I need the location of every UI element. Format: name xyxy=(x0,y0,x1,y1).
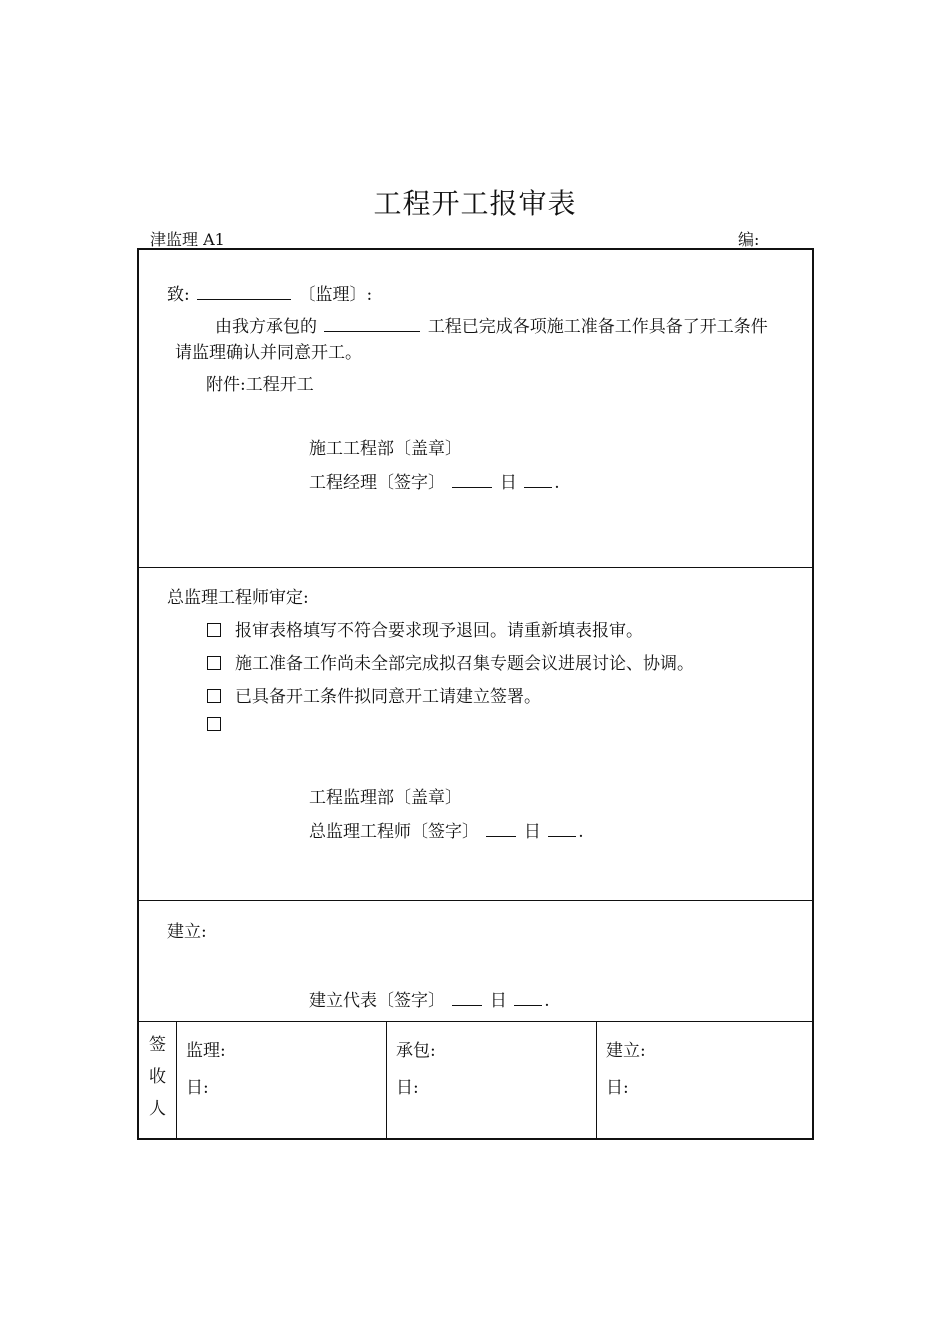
manager-day-label: 日 xyxy=(499,473,517,493)
chief-date-blank[interactable] xyxy=(548,818,576,837)
manager-period: . xyxy=(554,473,560,493)
supervisor-name-blank[interactable] xyxy=(197,281,291,300)
signer-supervisor-date: 日: xyxy=(186,1078,209,1098)
signer-label-char-1: 签 xyxy=(149,1035,166,1055)
client-date-blank[interactable] xyxy=(514,987,542,1006)
review-option-2[interactable] xyxy=(207,649,694,674)
supervision-stamp: 工程监理部〔盖章〕 xyxy=(309,788,462,808)
body-prefix: 由我方承包的 xyxy=(215,317,317,337)
review-option-3-label: 已具备开工条件拟同意开工请建立签署。 xyxy=(235,687,541,707)
approval-form xyxy=(137,248,814,1140)
client-sign-label: 建立代表〔签字〕 xyxy=(309,991,445,1011)
signer-label-char-2: 收 xyxy=(149,1067,166,1087)
body-line-2: 请监理确认并同意开工。 xyxy=(175,343,362,363)
chief-review-heading: 总监理工程师审定: xyxy=(167,588,309,608)
checkbox-icon[interactable] xyxy=(207,717,221,731)
signer-supervisor-label: 监理: xyxy=(186,1041,226,1061)
to-prefix: 致: xyxy=(167,285,190,305)
body-suffix: 工程已完成各项施工准备工作具备了开工条件 xyxy=(427,317,768,337)
client-heading: 建立: xyxy=(167,922,207,942)
signer-client-label: 建立: xyxy=(606,1041,646,1061)
manager-sign-line xyxy=(309,468,560,493)
form-code: 津监理 A1 xyxy=(150,230,225,249)
manager-sign-label: 工程经理〔签字〕 xyxy=(309,473,445,493)
signer-label-char-3: 人 xyxy=(149,1099,166,1119)
checkbox-icon[interactable] xyxy=(207,656,221,670)
manager-date-blank[interactable] xyxy=(524,469,552,488)
review-option-3[interactable] xyxy=(207,682,541,707)
signer-contractor-date: 日: xyxy=(396,1078,419,1098)
attachment-line: 附件:工程开工 xyxy=(206,375,314,395)
addressee-line xyxy=(167,280,372,305)
chief-sign-blank[interactable] xyxy=(486,818,516,837)
column-divider-1 xyxy=(176,1021,177,1138)
column-divider-3 xyxy=(596,1021,597,1138)
form-number-label: 编: xyxy=(738,230,760,249)
section-divider-1 xyxy=(139,567,812,568)
construction-stamp: 施工工程部〔盖章〕 xyxy=(309,439,462,459)
chief-day-label: 日 xyxy=(523,822,541,842)
review-option-1-label: 报审表格填写不符合要求现予退回。请重新填表报审。 xyxy=(235,621,643,641)
signer-client-date: 日: xyxy=(606,1078,629,1098)
chief-sign-label: 总监理工程师〔签字〕 xyxy=(309,822,479,842)
review-option-4[interactable] xyxy=(207,715,235,735)
manager-sign-blank[interactable] xyxy=(452,469,492,488)
client-day-label: 日 xyxy=(489,991,507,1011)
body-line-1 xyxy=(215,312,768,337)
checkbox-icon[interactable] xyxy=(207,689,221,703)
section-divider-3 xyxy=(139,1021,812,1022)
client-period: . xyxy=(544,991,550,1011)
review-option-2-label: 施工准备工作尚未全部完成拟召集专题会议进展讨论、协调。 xyxy=(235,654,694,674)
project-name-blank[interactable] xyxy=(324,313,420,332)
signer-contractor-label: 承包: xyxy=(396,1041,436,1061)
chief-sign-line xyxy=(309,817,584,842)
client-sign-blank[interactable] xyxy=(452,987,482,1006)
review-option-1[interactable] xyxy=(207,616,643,641)
checkbox-icon[interactable] xyxy=(207,623,221,637)
client-sign-line xyxy=(309,986,550,1011)
page-title: 工程开工报审表 xyxy=(373,187,577,220)
chief-period: . xyxy=(578,822,584,842)
section-divider-2 xyxy=(139,900,812,901)
column-divider-2 xyxy=(386,1021,387,1138)
to-suffix: 〔监理〕: xyxy=(298,285,373,305)
